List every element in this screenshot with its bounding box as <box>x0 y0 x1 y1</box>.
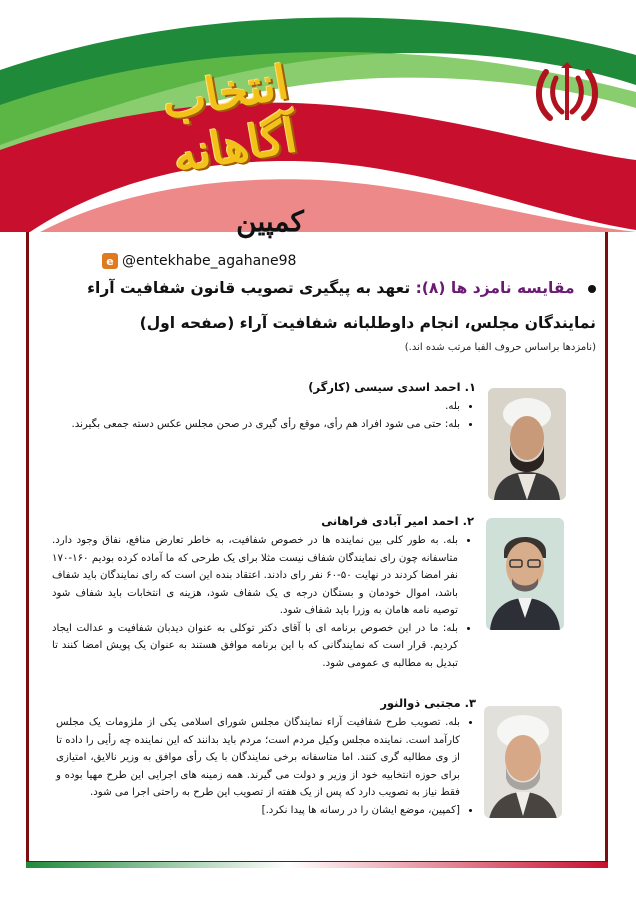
email-at-icon: e <box>102 253 118 269</box>
candidate-2-name: ۲. احمد امیر آبادی فراهانی <box>321 514 474 528</box>
campaign-logo-title: انتخاب آگاهانه <box>158 54 301 183</box>
heading-accent: مقایسه نامزد ها (۸): <box>415 279 575 297</box>
list-item: • بله: ما در این خصوص برنامه ای با آقای دکتر توکلی به عنوان دیدبان شفافیت و عدالت ایجاد کردیم. قرار است که نمایندگانی که با این برنامه موافق هستند به عنوان یک پویش امضا کنند تا تبدیل به مطالبه ی عمومی شود. <box>52 620 458 673</box>
candidate-1 <box>56 378 476 433</box>
candidate-1-photo <box>488 388 566 500</box>
candidate-2-answers <box>52 532 474 672</box>
candidate-2 <box>52 512 474 672</box>
page-heading <box>76 276 596 356</box>
heading-line-2: نمایندگان مجلس، انجام داوطلبانه شفافیت آراء (صفحه اول) <box>139 314 596 332</box>
candidate-3-answers <box>56 714 476 819</box>
heading-note: (نامزدها براساس حروف الفبا مرتب شده اند.) <box>404 342 596 353</box>
candidate-3 <box>56 694 476 819</box>
list-item: • بله. به طور کلی بین نماینده ها در خصوص شفافیت، به خاطر تعارض منافع، نفاق وجود دارد. متاسفانه چون رای نمایندگان شفاف نیست مثلا برای یک طرحی که ما آماده کرده بودیم ۱۶۰-۱۷۰ نفر امضا کردند در نهایت ۵۰-۶۰ نفر رای دادند. اعتقاد بنده این است که رای نمایندگان باید شفاف باشد، اموال خودمان و بستگان درجه ی یک شفاف شود، هزینه ی انتخابات باید شفاف شود توصیه نامه هامان به وزرا باید شفاف شود. <box>52 532 458 620</box>
list-item: • [کمپین، موضع ایشان را در رسانه ها پیدا نکرد.] <box>56 802 460 820</box>
heading-line-1-text: تعهد به پیگیری تصویب قانون شفافیت آراء <box>87 279 411 297</box>
flag-bottom-bar <box>26 862 608 868</box>
iran-emblem-icon <box>532 62 602 128</box>
candidate-2-photo <box>486 518 564 630</box>
list-item: • بله. تصویب طرح شفافیت آراء نمایندگان مجلس شورای اسلامی یکی از ملزومات یک مجلس کارآمد است. نماینده مجلس وکیل مردم است؛ مردم باید بدانند که این نماینده چه رأیی را داده تا از وی مطالبه گری کنند. اما متاسفانه برخی نمایندگان با یک رأی موافق به وزیر نالایق، امتیازی برای حوزه انتخابیه خود از وزیر و دولت می گیرند. همه زمینه های اجرایی این طرح مهیا بوده و فقط نیاز به تصویب دارد که پس از یک هفته از تصویب این طرح به راحتی اجرا می شود. <box>56 714 460 802</box>
candidate-3-photo <box>484 706 562 818</box>
heading-line-1 <box>76 276 596 300</box>
candidate-1-name: ۱. احمد اسدی سیسی (کارگر) <box>308 380 476 394</box>
campaign-word: کمپین <box>236 205 304 238</box>
list-item: • بله: حتی می شود افراد هم رأی، موقع رأی گیری در صحن مجلس عکس دسته جمعی بگیرند. <box>56 416 460 434</box>
list-item: • بله. <box>56 398 460 416</box>
bullet-icon <box>588 285 596 293</box>
candidate-1-answers <box>56 398 476 433</box>
handle-text: @entekhabe_agahane98 <box>122 253 297 269</box>
candidate-3-name: ۳. مجتبی ذوالنور <box>380 696 476 710</box>
